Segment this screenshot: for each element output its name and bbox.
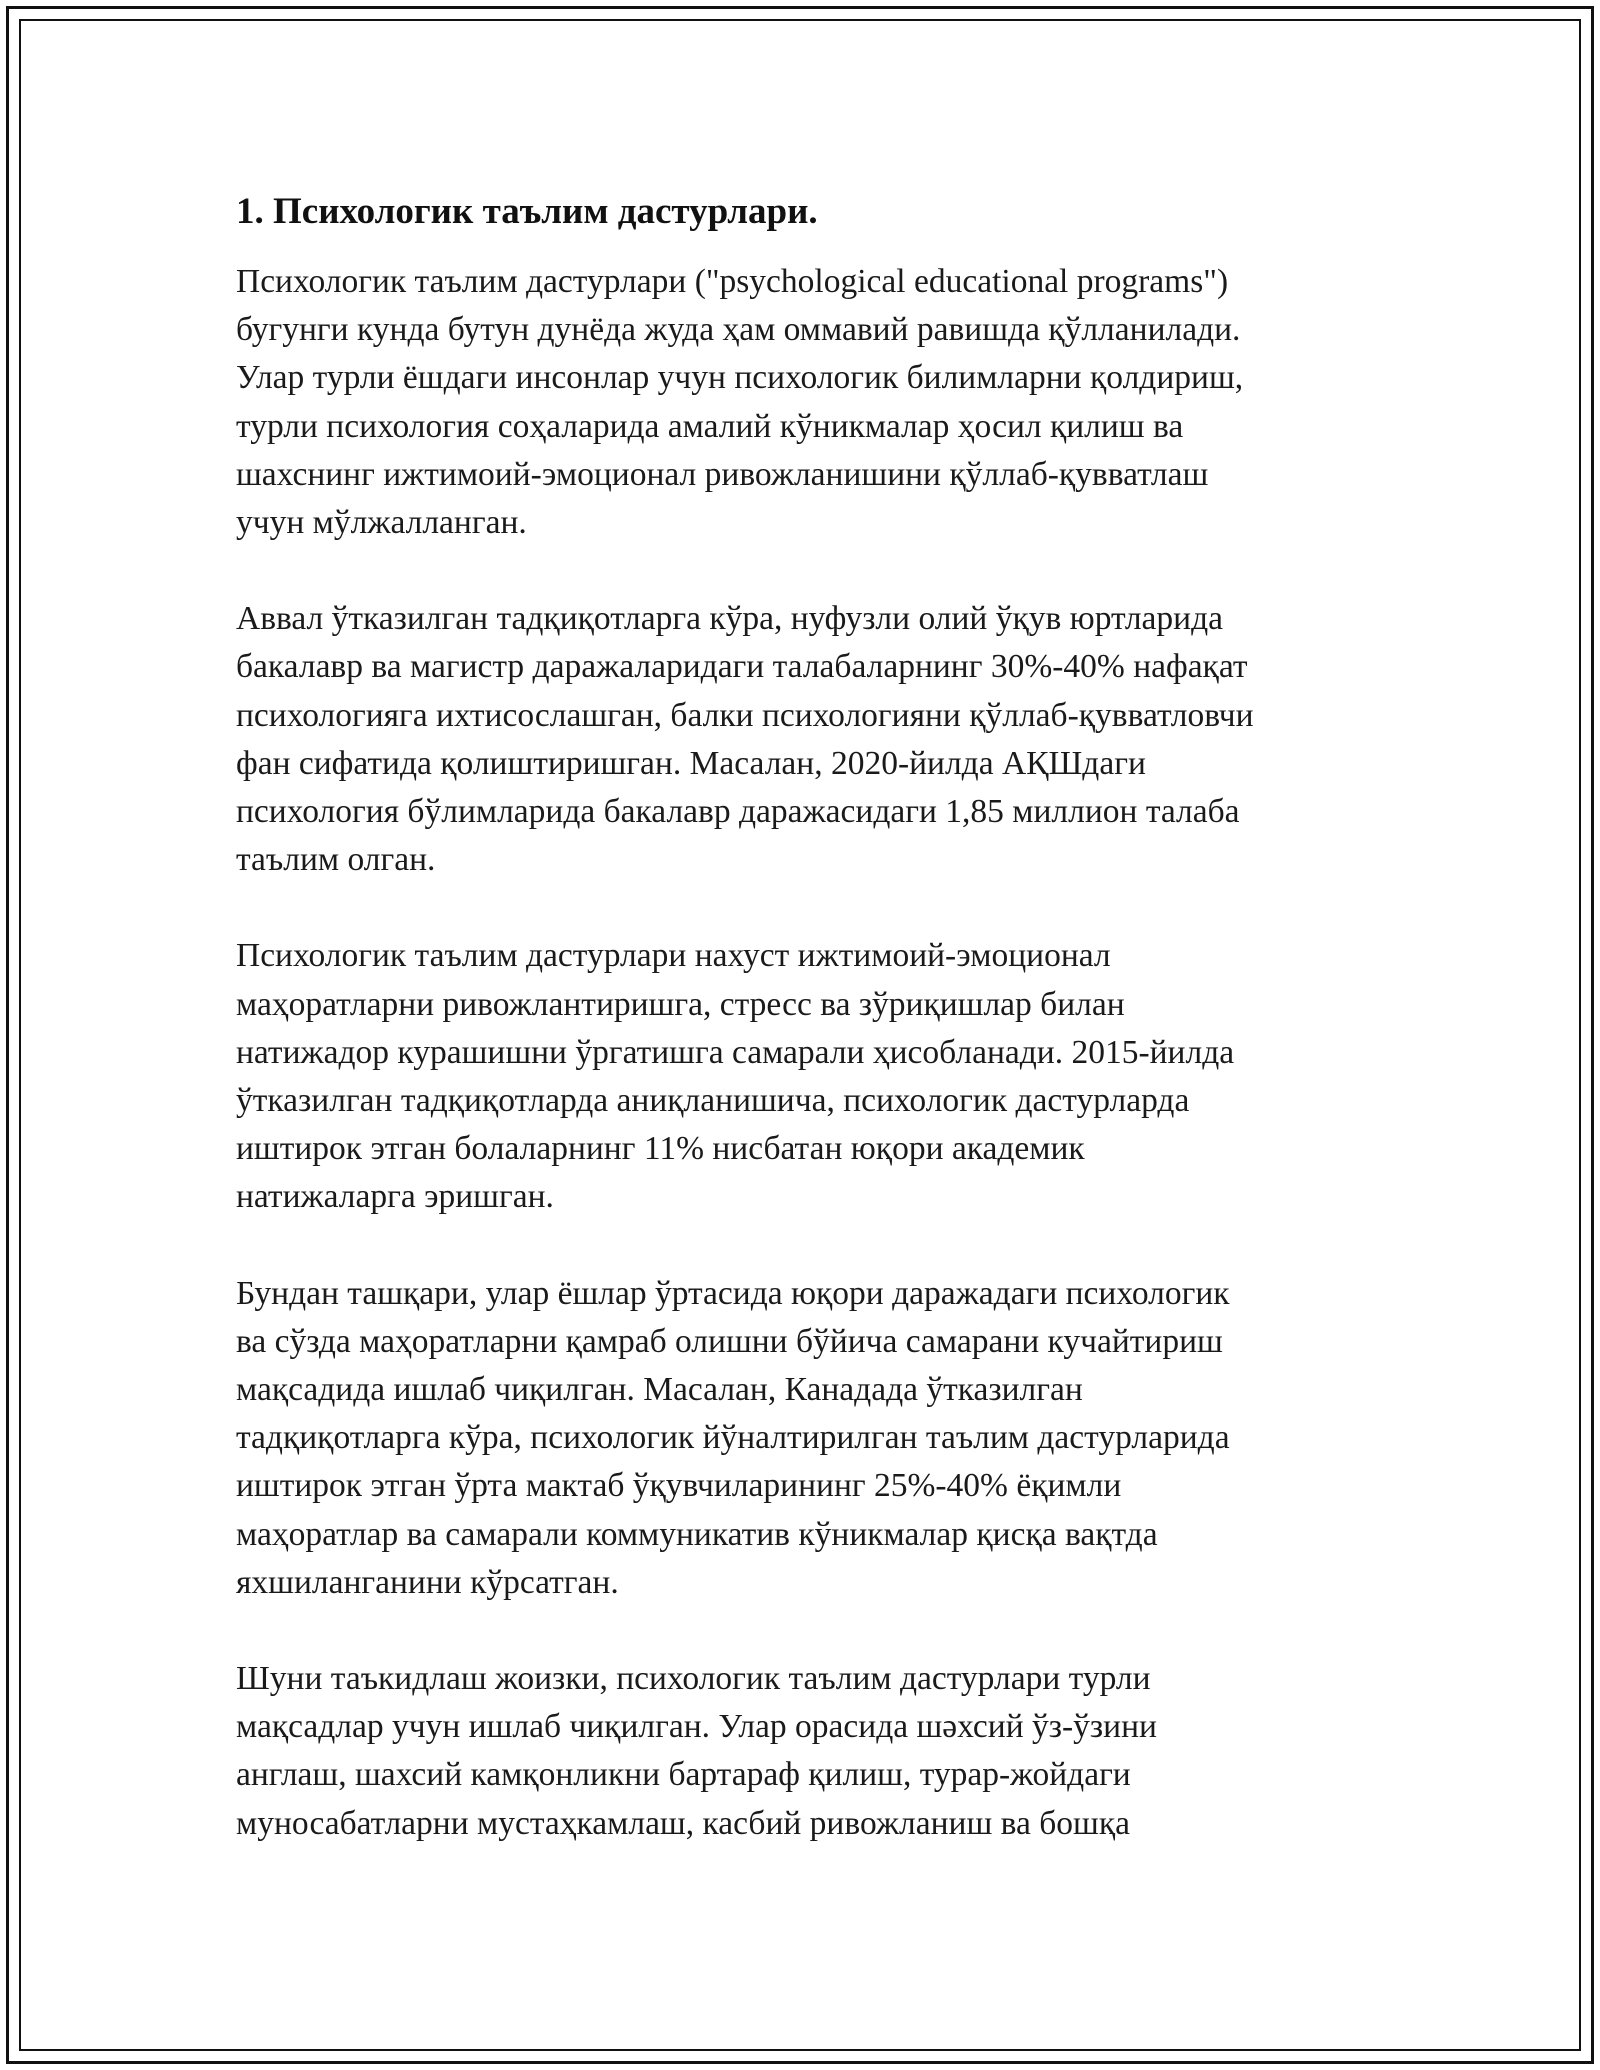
paragraph-4	[236, 1270, 1376, 1607]
text-line: Психологик таълим дастурлари ("psychological educational programs")	[236, 263, 1229, 300]
text-line: учун мўлжалланган.	[236, 504, 527, 542]
text-line: таълим олган.	[236, 841, 436, 879]
text-line: шахснинг ижтимоий-эмоционал ривожланишини қўллаб-қувватлаш	[236, 455, 1209, 493]
text-line: Психологик таълим дастурлари нахуст ижтимоий-эмоционал	[236, 937, 1111, 975]
document-body	[236, 188, 1376, 1896]
text-line: Аввал ўтказилган тадқиқотларга кўра, нуфузли олий ўқув юртларида	[236, 600, 1223, 638]
paragraph-1	[236, 258, 1376, 547]
text-line: муносабатларни мустаҳкамлаш, касбий ривожланиш ва бошқа	[236, 1804, 1130, 1842]
paragraph-2	[236, 595, 1376, 884]
text-line: фан сифатида қолиштиришган. Масалан, 2020-йилда АҚШдаги	[236, 744, 1146, 782]
section-heading: 1. Психологик таълим дастурлари.	[236, 191, 818, 232]
text-line: психологияга ихтисослашган, балки психологияни қўллаб-қувватловчи	[236, 696, 1254, 734]
text-line: маҳоратлар ва самарали коммуникатив кўникмалар қисқа вақтда	[236, 1515, 1158, 1553]
text-line: бугунги кунда бутун дунёда жуда ҳам оммавий равишда қўлланилади.	[236, 311, 1241, 349]
text-line: тадқиқотларга кўра, психологик йўналтирилган таълим дастурларида	[236, 1419, 1230, 1457]
text-line: Шуни таъкидлаш жоизки, психологик таълим дастурлари турли	[236, 1660, 1151, 1698]
text-line: Бундан ташқари, улар ёшлар ўртасида юқори даражадаги психологик	[236, 1274, 1230, 1312]
text-line: натижадор курашишни ўргатишга самарали ҳисобланади. 2015-йилда	[236, 1033, 1235, 1071]
text-line: бакалавр ва магистр даражаларидаги талабаларнинг 30%-40% нафақат	[236, 648, 1248, 686]
paragraph-5	[236, 1655, 1376, 1848]
text-line: англаш, шахсий камқонликни бартараф қилиш, турар-жойдаги	[236, 1756, 1131, 1794]
text-line: натижаларга эришган.	[236, 1178, 554, 1216]
text-line: иштирок этган ўрта мактаб ўқувчиларининг 25%-40% ёқимли	[236, 1467, 1122, 1505]
paragraph-3	[236, 932, 1376, 1221]
text-line: маҳоратларни ривожлантиришга, стресс ва зўриқишлар билан	[236, 985, 1125, 1023]
text-line: турли психология соҳаларида амалий кўникмалар ҳосил қилиш ва	[236, 407, 1184, 445]
text-line: Улар турли ёшдаги инсонлар учун психологик билимларни қолдириш,	[236, 359, 1244, 397]
text-line: яхшиланганини кўрсатган.	[236, 1563, 619, 1601]
text-line: мақсадлар учун ишлаб чиқилган. Улар орасида шәхсий ўз-ўзини	[236, 1708, 1157, 1746]
text-line: ўтказилган тадқиқотларда аниқланишича, психологик дастурларда	[236, 1082, 1190, 1120]
text-line: мақсадида ишлаб чиқилган. Масалан, Канадада ўтказилган	[236, 1371, 1083, 1409]
text-line: ва сўзда маҳоратларни қамраб олишни бўйича самарани кучайтириш	[236, 1322, 1223, 1360]
text-line: иштирок этган болаларнинг 11% нисбатан юқори академик	[236, 1130, 1085, 1168]
text-line: психология бўлимларида бакалавр даражасидаги 1,85 миллион талаба	[236, 793, 1240, 831]
